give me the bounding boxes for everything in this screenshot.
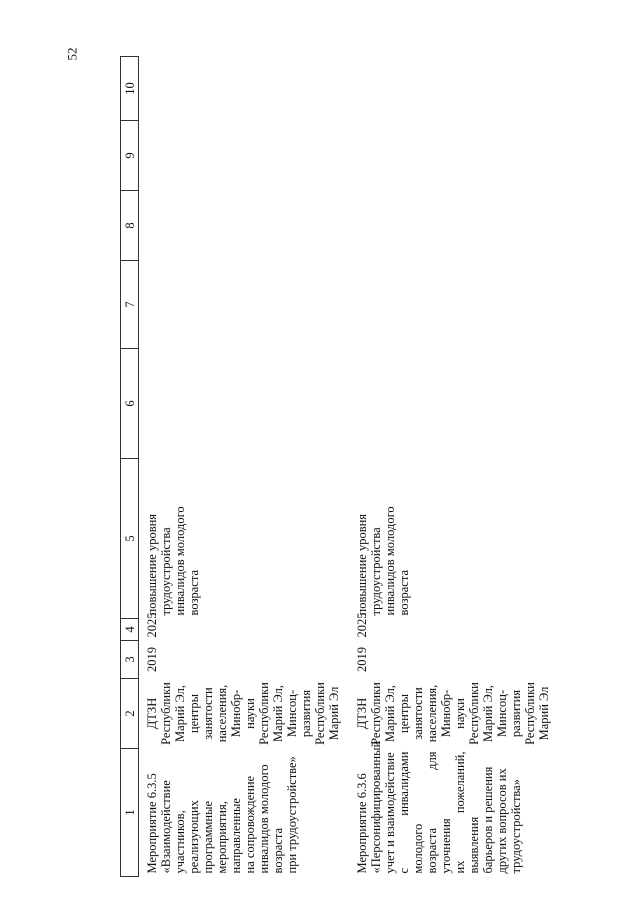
table-row [349, 57, 559, 877]
activity-name-cell [349, 740, 559, 877]
cell-line: Республики [257, 682, 271, 745]
cell-line: с инвалидами молодого [397, 751, 425, 874]
expected-result-cell [139, 459, 350, 619]
cell-line: Республики [467, 682, 481, 745]
header-col-6: 6 [121, 349, 139, 459]
end-year-cell: 2025 [145, 612, 159, 638]
cell-line: Республики [523, 682, 537, 745]
rotated-table-sheet [120, 57, 639, 877]
cell-line: ДТЗН [355, 697, 369, 730]
cell-line: возраста [271, 827, 285, 874]
cell-line: Республики [313, 682, 327, 745]
empty-cell-col-6 [139, 349, 350, 459]
cell-line: участников, [173, 810, 187, 874]
cell-line: Марий Эл, [383, 685, 397, 742]
cell-line: ДТЗН [145, 697, 159, 730]
cell-line: Республики [369, 682, 383, 745]
cell-line: занятости [201, 687, 215, 740]
header-col-8: 8 [121, 191, 139, 261]
responsible-cell [349, 679, 559, 749]
cell-line: мероприятия, [215, 801, 229, 874]
cell-line: учет и взаимодействие [383, 752, 397, 874]
empty-cell-col-10 [349, 57, 559, 121]
cell-line: возраста [397, 569, 411, 616]
empty-cell-col-8 [139, 191, 350, 261]
empty-cell-col-10 [139, 57, 350, 121]
cell-line: барьеров и решения [481, 766, 495, 874]
cell-line: повышение уровня [145, 513, 159, 616]
cell-line: Марий Эл, [271, 685, 285, 742]
cell-line: инвалидов молодого [383, 506, 397, 616]
cell-line: науки [243, 698, 257, 729]
header-col-3: 3 [121, 641, 139, 679]
cell-line: направленные [229, 798, 243, 874]
header-col-1: 1 [121, 749, 139, 877]
expected-result-cell [349, 459, 559, 619]
cell-line: возраста для уточнения [425, 751, 453, 874]
cell-line: «Персонифицированный [369, 740, 383, 874]
cell-line: населения, [215, 684, 229, 743]
end-year-cell: 2025 [355, 612, 369, 638]
cell-line: Марий Эл [327, 686, 341, 741]
table-row [139, 57, 350, 877]
cell-line: населения, [425, 684, 439, 743]
cell-line: центры [187, 693, 201, 734]
cell-line: на сопровождение [243, 775, 257, 874]
cell-line: Минобр- [229, 689, 243, 738]
header-col-2: 2 [121, 679, 139, 749]
cell-line: «Взаимодействие [159, 780, 173, 874]
header-col-9: 9 [121, 121, 139, 191]
start-year-cell: 2019 [145, 647, 159, 672]
cell-line: инвалидов молодого [257, 764, 271, 874]
cell-line: инвалидов молодого [173, 506, 187, 616]
cell-line: Минобр- [439, 689, 453, 738]
header-col-5: 5 [121, 459, 139, 619]
empty-cell-col-6 [349, 349, 559, 459]
cell-line: программные [201, 800, 215, 874]
header-row [121, 57, 139, 877]
cell-line: науки [453, 698, 467, 729]
cell-line: Марий Эл, [481, 685, 495, 742]
cell-line: развития [509, 689, 523, 738]
page-number: 52 [64, 47, 80, 61]
cell-line: развития [299, 689, 313, 738]
cell-line: повышение уровня [355, 513, 369, 616]
header-col-7: 7 [121, 261, 139, 349]
cell-line: Мероприятие 6.3.6 [355, 773, 369, 874]
cell-line: занятости [411, 687, 425, 740]
responsible-cell [139, 679, 350, 749]
header-col-4: 4 [121, 619, 139, 641]
empty-cell-col-9 [349, 121, 559, 191]
empty-cell-col-9 [139, 121, 350, 191]
cell-line: центры [397, 693, 411, 734]
cell-line: Мероприятие 6.3.5 [145, 773, 159, 874]
cell-line: Минсоц- [285, 689, 299, 738]
cell-line: их пожеланий, выявления [453, 751, 481, 874]
cell-line: реализующих [187, 800, 201, 874]
cell-line: трудоустройства [369, 527, 383, 616]
cell-line: трудоустройства» [509, 779, 523, 874]
header-col-10: 10 [121, 57, 139, 121]
cell-line: Марий Эл [537, 686, 551, 741]
start-year-cell: 2019 [355, 647, 369, 672]
empty-cell-col-7 [139, 261, 350, 349]
cell-line: трудоустройства [159, 527, 173, 616]
cell-line: Марий Эл, [173, 685, 187, 742]
cell-line: Минсоц- [495, 689, 509, 738]
activity-name-cell [139, 749, 350, 877]
empty-cell-col-8 [349, 191, 559, 261]
cell-line: Республики [159, 682, 173, 745]
cell-line: при трудоустройстве» [285, 756, 299, 874]
empty-cell-col-7 [349, 261, 559, 349]
activities-table [120, 56, 559, 877]
cell-line: других вопросов их [495, 768, 509, 874]
cell-line: возраста [187, 569, 201, 616]
